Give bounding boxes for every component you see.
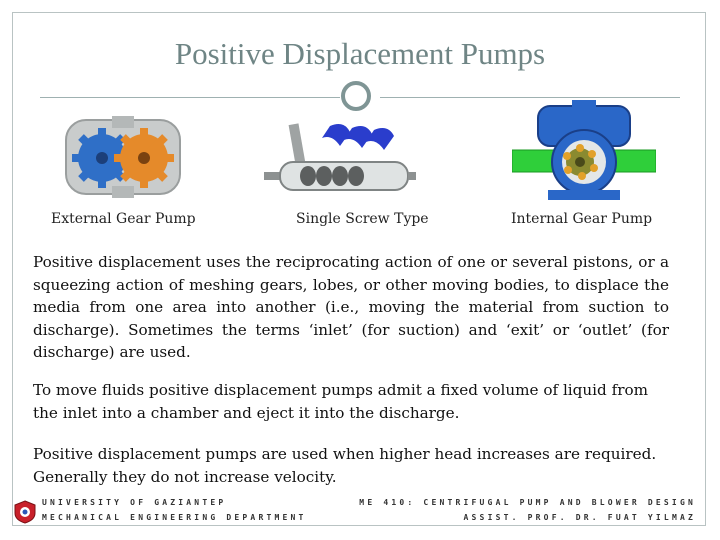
title-divider-right	[380, 97, 680, 98]
title-divider-left	[40, 97, 340, 98]
caption-internal-gear-pump: Internal Gear Pump	[511, 211, 653, 227]
paragraph-definition: Positive displacement uses the reciprocating action of one or several pistons, or a squeezing action of meshing gears, lobes, or other moving bodies, to displace the media from one area into another (i.e., moving the material from suction to discharge). Sometimes the terms ‘inlet’ (for suction) and ‘exit’ or ‘outlet’ (for discharge) are used.	[33, 253, 669, 361]
university-logo-icon	[14, 500, 36, 524]
caption-single-screw-type: Single Screw Type	[296, 211, 429, 227]
single-screw-pump-icon	[262, 120, 418, 198]
footer-department: MECHANICAL ENGINEERING DEPARTMENT	[42, 513, 307, 522]
footer-course: ME 410: CENTRIFUGAL PUMP AND BLOWER DESIGN	[359, 498, 696, 507]
paragraph-usage: Positive displacement pumps are used when higher head increases are required. Generally they do not increase velocity.	[33, 445, 657, 486]
slide-footer	[12, 498, 706, 526]
title-ring-ornament	[341, 81, 371, 111]
slide-title: Positive Displacement Pumps	[174, 36, 546, 71]
caption-external-gear-pump: External Gear Pump	[51, 211, 196, 227]
internal-gear-pump-icon	[512, 100, 656, 202]
footer-instructor: ASSIST. PROF. DR. FUAT YILMAZ	[463, 513, 696, 522]
footer-university: UNIVERSITY OF GAZIANTEP	[42, 498, 227, 507]
paragraph-operation: To move fluids positive displacement pumps admit a fixed volume of liquid from the inlet into a chamber and eject it into the discharge.	[33, 381, 649, 422]
external-gear-pump-icon	[64, 116, 182, 198]
